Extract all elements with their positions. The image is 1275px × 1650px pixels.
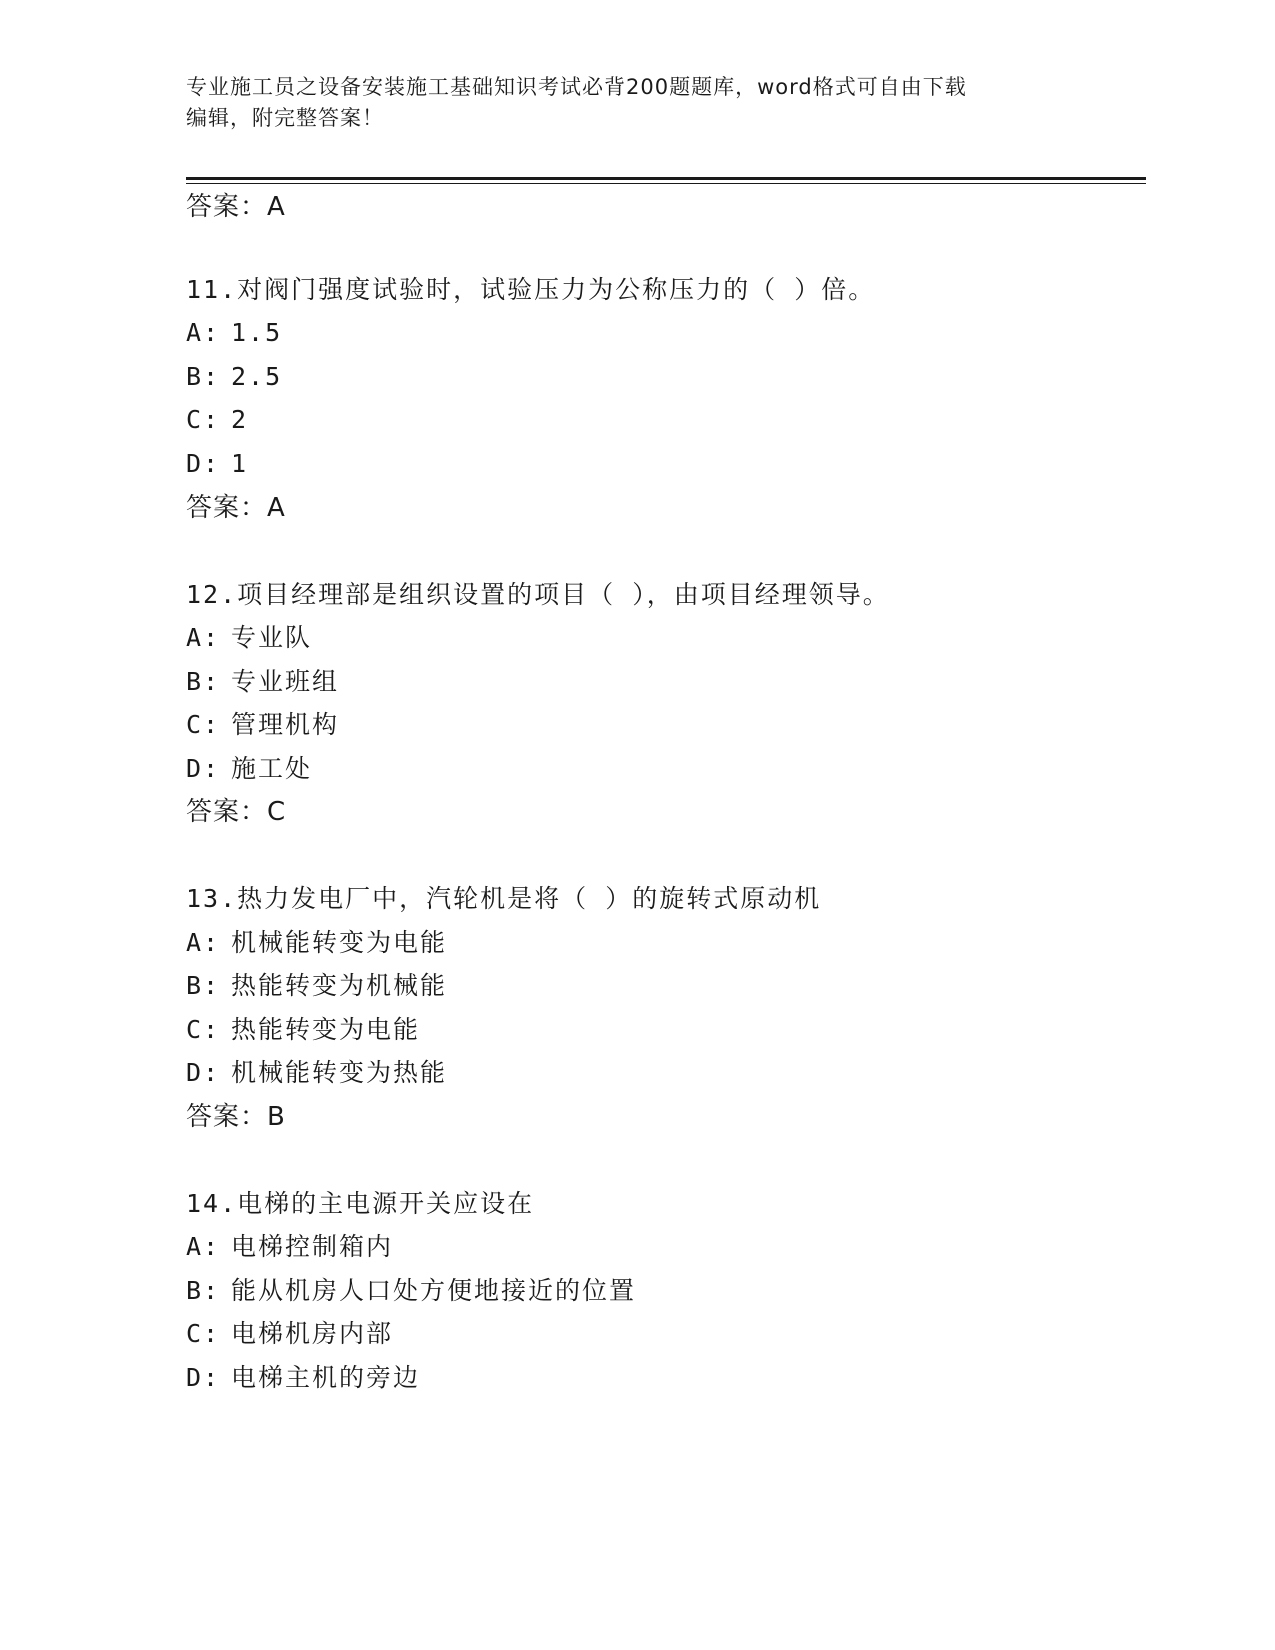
- question-14-option-d: [186, 1363, 420, 1393]
- question-13-option-a: [186, 928, 447, 958]
- question-13-option-d: [186, 1058, 447, 1088]
- option-text: 1: [231, 449, 249, 478]
- option-text: 机械能转变为热能: [231, 1058, 448, 1087]
- header-divider-thin: [186, 183, 1146, 184]
- question-14-option-b: [186, 1276, 636, 1306]
- previous-question-answer: 答案：A: [186, 192, 286, 222]
- option-letter: B:: [186, 1276, 221, 1305]
- option-text: 电梯控制箱内: [231, 1232, 394, 1261]
- option-text: 管理机构: [231, 710, 340, 739]
- question-14-text: 14.电梯的主电源开关应设在: [186, 1189, 535, 1218]
- question-11-option-b: [186, 362, 282, 392]
- option-letter: A:: [186, 623, 221, 652]
- option-text: 2.5: [231, 362, 283, 391]
- question-12-answer: 答案：C: [186, 797, 287, 827]
- header-divider-thick: [186, 177, 1146, 180]
- option-text: 2: [231, 405, 249, 434]
- question-11-text: 11.对阀门强度试验时，试验压力为公称压力的（ ）倍。: [186, 275, 876, 304]
- option-text: 热能转变为机械能: [231, 971, 448, 1000]
- question-12-option-d: [186, 754, 312, 784]
- question-13-text: 13.热力发电厂中，汽轮机是将（ ）的旋转式原动机: [186, 884, 822, 913]
- question-12-option-a: [186, 623, 312, 653]
- option-letter: A:: [186, 928, 221, 957]
- option-text: 电梯机房内部: [231, 1319, 394, 1348]
- option-letter: A:: [186, 318, 221, 347]
- option-letter: B:: [186, 667, 221, 696]
- option-text: 专业班组: [231, 667, 340, 696]
- question-14-option-c: [186, 1319, 393, 1349]
- question-13-option-c: [186, 1015, 420, 1045]
- question-11-option-d: [186, 449, 248, 479]
- option-text: 1.5: [231, 318, 283, 347]
- option-letter: D:: [186, 1363, 221, 1392]
- option-letter: D:: [186, 754, 221, 783]
- option-letter: D:: [186, 1058, 221, 1087]
- header-title-line-2: 编辑，附完整答案！: [186, 106, 384, 130]
- option-letter: C:: [186, 1015, 221, 1044]
- option-letter: B:: [186, 362, 221, 391]
- option-letter: C:: [186, 1319, 221, 1348]
- option-letter: C:: [186, 710, 221, 739]
- option-letter: B:: [186, 971, 221, 1000]
- question-11-answer: 答案：A: [186, 493, 286, 523]
- option-text: 施工处: [231, 754, 313, 783]
- option-text: 机械能转变为电能: [231, 928, 448, 957]
- option-letter: A:: [186, 1232, 221, 1261]
- option-text: 热能转变为电能: [231, 1015, 421, 1044]
- option-text: 能从机房人口处方便地接近的位置: [231, 1276, 637, 1305]
- question-12-option-c: [186, 710, 339, 740]
- question-11-option-c: [186, 405, 248, 435]
- option-text: 电梯主机的旁边: [231, 1363, 421, 1392]
- question-12-text: 12.项目经理部是组织设置的项目（ ），由项目经理领导。: [186, 580, 890, 609]
- question-12-option-b: [186, 667, 339, 697]
- question-14-option-a: [186, 1232, 393, 1262]
- document-header: [186, 72, 1066, 134]
- option-text: 专业队: [231, 623, 313, 652]
- option-letter: D:: [186, 449, 221, 478]
- question-11-option-a: [186, 318, 282, 348]
- question-13-answer: 答案：B: [186, 1102, 286, 1132]
- question-13-option-b: [186, 971, 447, 1001]
- option-letter: C:: [186, 405, 221, 434]
- header-title-line-1: 专业施工员之设备安装施工基础知识考试必背200题题库，word格式可自由下载: [186, 75, 967, 99]
